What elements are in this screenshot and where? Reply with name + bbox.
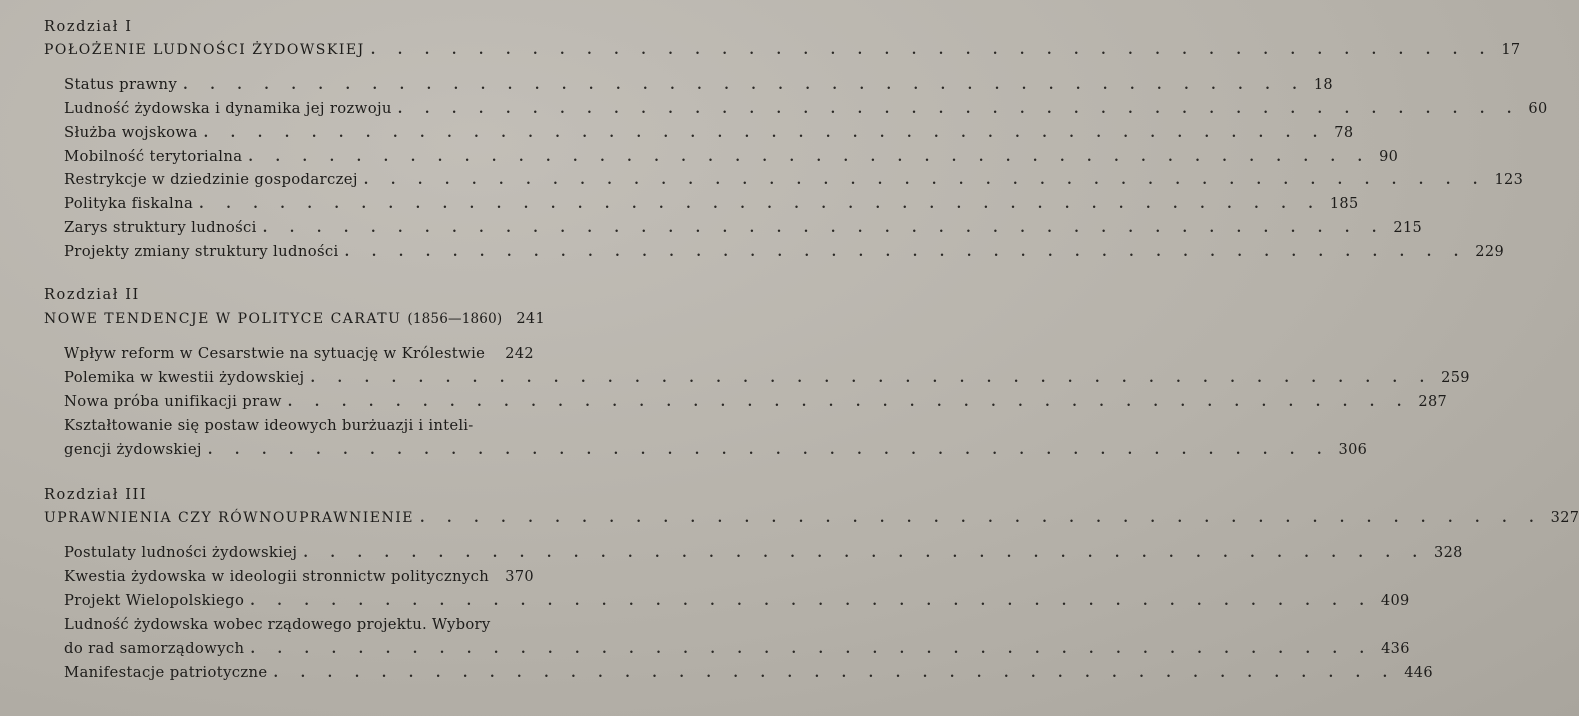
dot-leader: . . . . . . . . . . . . . . . . . . . . . . . . . . . . . . . . . . . . . . . . . . xyxy=(207,443,1331,458)
toc-entry-continuation xyxy=(64,640,1410,657)
chapter-title-line xyxy=(44,510,1579,526)
chapter-label: Rozdział III xyxy=(44,487,148,503)
toc-entry xyxy=(64,345,534,362)
page-number: 446 xyxy=(1404,665,1433,681)
entry-title: Projekty zmiany struktury ludności xyxy=(64,243,339,260)
entry-title: Manifestacje patriotyczne xyxy=(64,664,268,681)
dot-leader: . . . . . . . . . . . . . . . . . . . . . . . . . . . . . . . . . . . . . . . . . . xyxy=(310,371,1434,386)
page-number: 327 xyxy=(1550,510,1579,526)
dot-leader: . . . . . . . . . . . . . . . . . . . . . . . . . . . . . . . . . . . . . . . . . . xyxy=(250,642,1374,657)
page-number: 242 xyxy=(505,346,534,362)
dot-leader: . . . . . . . . . . . . . . . . . . . . . . . . . . . . . . . . . . . . . . . . . . xyxy=(183,78,1306,93)
entry-title: Zarys struktury ludności xyxy=(64,219,257,236)
page-number: 60 xyxy=(1528,101,1548,117)
page-number: 90 xyxy=(1379,149,1399,165)
chapter-title-dates: (1856—1860) xyxy=(407,311,503,327)
entry-title: Status prawny xyxy=(64,76,178,93)
toc-entry xyxy=(64,592,1410,609)
entry-title: Ludność żydowska wobec rządowego projektu. Wybory xyxy=(64,616,491,633)
toc-entry xyxy=(64,243,1505,260)
entry-title: Polityka fiskalna xyxy=(64,195,194,212)
chapter-title-text: NOWE TENDENCJE W POLITYCE CARATU xyxy=(44,311,402,327)
entry-title-continued: do rad samorządowych xyxy=(64,640,245,657)
page-number: 436 xyxy=(1381,641,1410,657)
page-number: 306 xyxy=(1338,442,1368,458)
page-number: 185 xyxy=(1329,196,1359,212)
toc-entry-continuation xyxy=(64,441,1368,458)
dot-leader: . . . . . . . . . . . . . . . . . . . . . . . . . . . . . . . . . . . . . . . . . . xyxy=(397,102,1521,117)
chapter-title-line xyxy=(44,42,1521,58)
entry-title: Ludność żydowska i dynamika jej rozwoju xyxy=(64,100,392,117)
toc-entry xyxy=(64,76,1333,93)
page-number: 17 xyxy=(1501,42,1521,58)
dot-leader: . . . . . . . . . . . . . . . . . . . . . . . . . . . . . . . . . . . . . . . . . . xyxy=(273,666,1397,681)
dot-leader: . . . . . . . . . . . . . . . . . . . . . . . . . . . . . . . . . . . . . . . . . . xyxy=(370,43,1494,58)
page-number: 287 xyxy=(1418,394,1448,410)
page-number: 18 xyxy=(1313,77,1333,93)
page-number: 328 xyxy=(1434,545,1463,561)
entry-title-continued: gencji żydowskiej xyxy=(64,441,202,458)
toc-entry xyxy=(64,124,1354,141)
entry-title: Mobilność terytorialna xyxy=(64,148,243,165)
chapter-title xyxy=(44,311,502,327)
chapter-title: UPRAWNIENIA CZY RÓWNOUPRAWNIENIE xyxy=(44,510,414,526)
toc-entry xyxy=(64,100,1548,117)
entry-title: Restrykcje w dziedzinie gospodarczej xyxy=(64,171,358,188)
toc-entry xyxy=(64,664,1433,681)
toc-entry-first-line xyxy=(64,417,534,434)
entry-title: Nowa próba unifikacji praw xyxy=(64,393,282,410)
dot-leader: . . . . . . . . . . . . . . . . . . . . . . . . . . . . . . . . . . . . . . . . . . xyxy=(420,511,1543,526)
entry-title: Kształtowanie się postaw ideowych burżuazji i inteli- xyxy=(64,417,474,434)
page-number: 123 xyxy=(1494,172,1524,188)
chapter-label: Rozdział I xyxy=(44,19,133,35)
dot-leader: . . . . . . . . . . . . . . . . . . . . . . . . . . . . . . . . . . . . . . . . . . xyxy=(344,245,1468,260)
page-number: 215 xyxy=(1393,220,1423,236)
dot-leader: . . . . . . . . . . . . . . . . . . . . . . . . . . . . . . . . . . . . . . . . . . xyxy=(250,594,1373,609)
toc-entry xyxy=(64,393,1448,410)
entry-title: Projekt Wielopolskiego xyxy=(64,592,245,609)
toc-entry xyxy=(64,171,1524,188)
toc-entry xyxy=(64,219,1423,236)
dot-leader: . . . . . . . . . . . . . . . . . . . . . . . . . . . . . . . . . . . . . . . . . . xyxy=(203,126,1327,141)
page-number: 409 xyxy=(1380,593,1410,609)
page-number: 229 xyxy=(1475,244,1505,260)
dot-leader: . . . . . . . . . . . . . . . . . . . . . . . . . . . . . . . . . . . . . . . . . . xyxy=(248,150,1372,165)
toc-entry xyxy=(64,195,1359,212)
dot-leader: . . . . . . . . . . . . . . . . . . . . . . . . . . . . . . . . . . . . . . . . . . xyxy=(303,546,1427,561)
page-number: 259 xyxy=(1441,370,1470,386)
entry-title: Kwestia żydowska w ideologii stronnictw politycznych xyxy=(64,568,490,585)
page-number: 241 xyxy=(516,311,546,327)
toc-entry xyxy=(64,568,534,585)
entry-title: Polemika w kwestii żydowskiej xyxy=(64,369,305,386)
dot-leader: . . . . . . . . . . . . . . . . . . . . . . . . . . . . . . . . . . . . . . . . . . xyxy=(287,395,1411,410)
entry-title: Wpływ reform w Cesarstwie na sytuację w Królestwie xyxy=(64,345,486,362)
entry-title: Postulaty ludności żydowskiej xyxy=(64,544,298,561)
chapter-label: Rozdział II xyxy=(44,287,140,303)
page-number: 370 xyxy=(505,569,534,585)
dot-leader: . . . . . . . . . . . . . . . . . . . . . . . . . . . . . . . . . . . . . . . . . . xyxy=(262,221,1386,236)
dot-leader: . . . . . . . . . . . . . . . . . . . . . . . . . . . . . . . . . . . . . . . . . . xyxy=(199,197,1322,212)
entry-title: Służba wojskowa xyxy=(64,124,198,141)
toc-entry-first-line xyxy=(64,616,534,633)
dot-leader: . . . . . . . . . . . . . . . . . . . . . . . . . . . . . . . . . . . . . . . . . . xyxy=(363,173,1487,188)
toc-entry xyxy=(64,148,1399,165)
toc-entry xyxy=(64,544,1463,561)
chapter-title: POŁOŻENIE LUDNOŚCI ŻYDOWSKIEJ xyxy=(44,42,365,58)
toc-entry xyxy=(64,369,1470,386)
page-number: 78 xyxy=(1334,125,1354,141)
chapter-title-line xyxy=(44,311,546,327)
